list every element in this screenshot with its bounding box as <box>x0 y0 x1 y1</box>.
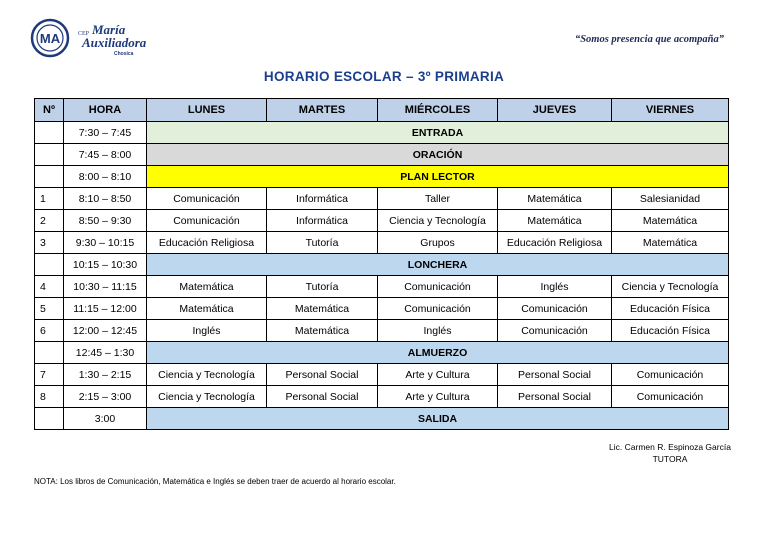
subject-cell-monday: Inglés <box>147 320 267 342</box>
subject-cell-monday: Educación Religiosa <box>147 232 267 254</box>
subject-cell-friday: Salesianidad <box>612 188 729 210</box>
time-cell: 8:50 – 9:30 <box>64 210 147 232</box>
break-label: ALMUERZO <box>147 342 729 364</box>
row-number <box>35 122 64 144</box>
class-row <box>35 298 729 320</box>
school-city: Chosica <box>114 51 134 57</box>
subject-cell-thursday: Comunicación <box>498 298 612 320</box>
subject-cell-monday: Ciencia y Tecnología <box>147 364 267 386</box>
subject-cell-wednesday: Arte y Cultura <box>378 364 498 386</box>
subject-cell-tuesday: Informática <box>267 188 378 210</box>
subject-cell-thursday: Personal Social <box>498 386 612 408</box>
row-number <box>35 342 64 364</box>
signature-name: Lic. Carmen R. Espinoza García <box>609 442 731 452</box>
school-crest-icon <box>30 18 76 58</box>
subject-cell-tuesday: Matemática <box>267 298 378 320</box>
subject-cell-friday: Educación Física <box>612 298 729 320</box>
break-label: SALIDA <box>147 408 729 430</box>
class-row <box>35 276 729 298</box>
row-number: 7 <box>35 364 64 386</box>
row-number <box>35 254 64 276</box>
subject-cell-wednesday: Comunicación <box>378 276 498 298</box>
class-row <box>35 210 729 232</box>
time-cell: 9:30 – 10:15 <box>64 232 147 254</box>
row-number: 2 <box>35 210 64 232</box>
row-number: 4 <box>35 276 64 298</box>
break-row <box>35 408 729 430</box>
break-row <box>35 122 729 144</box>
class-row <box>35 188 729 210</box>
school-prefix: CEP <box>78 31 90 37</box>
time-cell: 7:30 – 7:45 <box>64 122 147 144</box>
subject-cell-thursday: Personal Social <box>498 364 612 386</box>
header-cell-tuesday: MARTES <box>267 99 378 122</box>
schedule-table <box>34 98 729 430</box>
subject-cell-wednesday: Comunicación <box>378 298 498 320</box>
subject-cell-thursday: Inglés <box>498 276 612 298</box>
class-row <box>35 364 729 386</box>
subject-cell-tuesday: Tutoría <box>267 276 378 298</box>
subject-cell-friday: Matemática <box>612 232 729 254</box>
school-name-line1: María <box>92 22 126 37</box>
subject-cell-tuesday: Tutoría <box>267 232 378 254</box>
subject-cell-wednesday: Inglés <box>378 320 498 342</box>
header-cell-num: Nº <box>35 99 64 122</box>
row-number <box>35 408 64 430</box>
signature-role: TUTORA <box>652 454 688 464</box>
subject-cell-tuesday: Personal Social <box>267 386 378 408</box>
subject-cell-friday: Comunicación <box>612 364 729 386</box>
time-cell: 10:30 – 11:15 <box>64 276 147 298</box>
header-cell-thursday: JUEVES <box>498 99 612 122</box>
school-logo <box>30 18 170 64</box>
logo-monogram: MA <box>39 31 61 46</box>
break-row <box>35 166 729 188</box>
subject-cell-thursday: Comunicación <box>498 320 612 342</box>
row-number: 5 <box>35 298 64 320</box>
subject-cell-wednesday: Taller <box>378 188 498 210</box>
subject-cell-friday: Ciencia y Tecnología <box>612 276 729 298</box>
row-number: 3 <box>35 232 64 254</box>
row-number <box>35 144 64 166</box>
class-row <box>35 386 729 408</box>
subject-cell-thursday: Educación Religiosa <box>498 232 612 254</box>
subject-cell-monday: Comunicación <box>147 188 267 210</box>
schedule-body <box>35 122 729 430</box>
break-label: PLAN LECTOR <box>147 166 729 188</box>
page-header <box>0 0 768 70</box>
subject-cell-monday: Ciencia y Tecnología <box>147 386 267 408</box>
row-number: 8 <box>35 386 64 408</box>
subject-cell-tuesday: Personal Social <box>267 364 378 386</box>
subject-cell-wednesday: Arte y Cultura <box>378 386 498 408</box>
subject-cell-monday: Matemática <box>147 276 267 298</box>
break-row <box>35 254 729 276</box>
break-label: ENTRADA <box>147 122 729 144</box>
subject-cell-friday: Matemática <box>612 210 729 232</box>
header-cell-wednesday: MIÉRCOLES <box>378 99 498 122</box>
row-number: 1 <box>35 188 64 210</box>
subject-cell-thursday: Matemática <box>498 188 612 210</box>
subject-cell-monday: Matemática <box>147 298 267 320</box>
header-cell-time: HORA <box>64 99 147 122</box>
signature-block <box>600 441 740 465</box>
time-cell: 10:15 – 10:30 <box>64 254 147 276</box>
break-label: ORACIÓN <box>147 144 729 166</box>
time-cell: 12:00 – 12:45 <box>64 320 147 342</box>
header-cell-monday: LUNES <box>147 99 267 122</box>
header-row <box>35 99 729 122</box>
school-name-line2: Auxiliadora <box>82 35 147 50</box>
school-motto: “Somos presencia que acompaña” <box>574 34 724 45</box>
time-cell: 12:45 – 1:30 <box>64 342 147 364</box>
time-cell: 8:10 – 8:50 <box>64 188 147 210</box>
header-cell-friday: VIERNES <box>612 99 729 122</box>
row-number <box>35 166 64 188</box>
time-cell: 7:45 – 8:00 <box>64 144 147 166</box>
class-row <box>35 232 729 254</box>
subject-cell-wednesday: Ciencia y Tecnología <box>378 210 498 232</box>
subject-cell-thursday: Matemática <box>498 210 612 232</box>
time-cell: 2:15 – 3:00 <box>64 386 147 408</box>
break-row <box>35 144 729 166</box>
subject-cell-wednesday: Grupos <box>378 232 498 254</box>
page-title: HORARIO ESCOLAR – 3º PRIMARIA <box>263 69 505 84</box>
subject-cell-tuesday: Matemática <box>267 320 378 342</box>
subject-cell-friday: Educación Física <box>612 320 729 342</box>
break-row <box>35 342 729 364</box>
time-cell: 3:00 <box>64 408 147 430</box>
time-cell: 1:30 – 2:15 <box>64 364 147 386</box>
time-cell: 11:15 – 12:00 <box>64 298 147 320</box>
class-row <box>35 320 729 342</box>
footer-note: NOTA: Los libros de Comunicación, Matemática e Inglés se deben traer de acuerdo al horario escolar. <box>34 477 396 486</box>
subject-cell-friday: Comunicación <box>612 386 729 408</box>
break-label: LONCHERA <box>147 254 729 276</box>
subject-cell-monday: Comunicación <box>147 210 267 232</box>
subject-cell-tuesday: Informática <box>267 210 378 232</box>
time-cell: 8:00 – 8:10 <box>64 166 147 188</box>
row-number: 6 <box>35 320 64 342</box>
